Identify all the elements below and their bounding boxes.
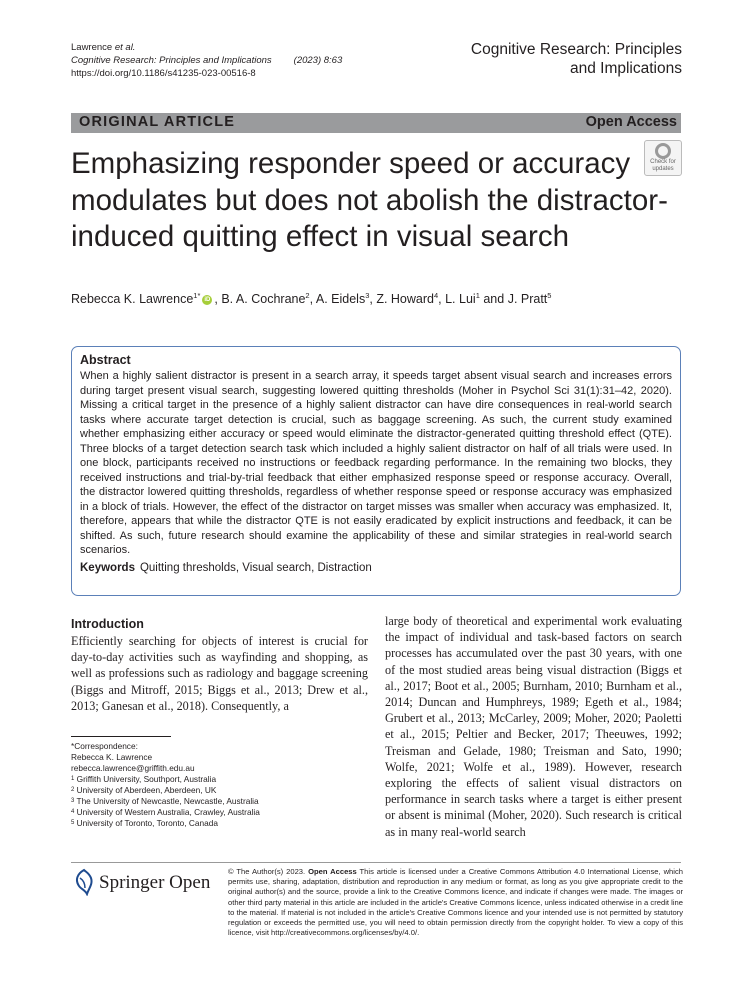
author-list xyxy=(71,291,681,307)
affiliation-number: 4 xyxy=(71,809,75,815)
author-separator: , xyxy=(214,292,222,306)
correspondence-name: Rebecca K. Lawrence xyxy=(71,752,153,762)
keywords xyxy=(80,560,672,576)
affiliation-list xyxy=(71,774,260,829)
article-type: ORIGINAL ARTICLE xyxy=(79,114,236,130)
article-title: Emphasizing responder speed or accuracy modulates but does not abolish the distractor-induced quitting effect in visual search xyxy=(71,147,668,253)
intro-left-column xyxy=(71,617,368,714)
author-separator: and xyxy=(479,292,508,306)
author-affiliation-mark: 1 xyxy=(475,291,480,300)
journal-citation: Cognitive Research: Principles and Implications (2023) 8:63 xyxy=(71,55,343,66)
author-separator: , xyxy=(309,292,316,306)
check-for-updates-icon[interactable]: Check for updates xyxy=(644,140,682,176)
affiliation-text: The University of Newcastle, Newcastle, Australia xyxy=(74,796,259,806)
article-type-banner xyxy=(71,113,681,133)
correspondence-notes xyxy=(71,741,260,829)
author-affiliation-mark: 1* xyxy=(193,291,201,300)
author-name[interactable]: Rebecca K. Lawrence xyxy=(71,292,194,306)
keywords-label: Keywords xyxy=(80,561,135,574)
author-name[interactable]: A. Eidels xyxy=(315,292,366,306)
affiliation-number: 3 xyxy=(71,798,75,804)
affiliation-number: 2 xyxy=(71,787,75,793)
springer-open-brand: Springer Open xyxy=(99,872,211,893)
affiliation-item xyxy=(71,807,260,818)
affiliation-text: University of Toronto, Toronto, Canada xyxy=(74,818,218,828)
author-separator: , xyxy=(369,292,377,306)
journal-name: Cognitive Research: Principles and Implications xyxy=(470,41,682,77)
intro-right-text: large body of theoretical and experimental work evaluating the impact of individual and task-based factors on search processes has accumulated over the past 30 years, with one of the most studied areas being visual distraction (Biggs et al., 2017; Boot et al., 2005; Burnham, 2010; Burnham et al., 2014; Duncan and Humphreys, 1989; Egeth et al., 1984; Grubert et al., 2013; McCarley, 2009; Moher, 2020; Paoletti et al., 2015; Peltier and Becker, 2017; Theeuwes, 1992; Treisman and Gelade, 1980; Treisman and Sato, 1990; Wolfe, 2021; Wolfe et al., 1989). However, research exploring the effects of salient visual distractors on performance in search tasks where a target is either present or absent is minimal (Moher, 2020). Such research is critical as in many real-world search xyxy=(385,614,682,839)
running-header xyxy=(71,41,342,80)
affiliation-text: University of Aberdeen, Aberdeen, UK xyxy=(74,785,217,795)
intro-right-column xyxy=(385,613,682,840)
affiliation-item xyxy=(71,796,260,807)
author-affiliation-mark: 4 xyxy=(433,291,439,300)
affiliation-item xyxy=(71,818,260,829)
affiliation-text: Griffith University, Southport, Australia xyxy=(74,774,217,784)
footnote-divider xyxy=(71,736,171,737)
author-name[interactable]: B. A. Cochrane xyxy=(221,292,306,306)
author-affiliation-mark: 3 xyxy=(365,291,370,300)
abstract-heading: Abstract xyxy=(80,353,131,367)
abstract-text: When a highly salient distractor is present in a search array, it speeds target absent visual search and increases errors during target present visual search, suggesting lowered quitting thresholds (Moher in Psychol Sci 31(1):31–42, 2020). Missing a critical target in the presence of a highly salient distractor can have dire consequences in real-world search tasks where accurate target detection is crucial, such as baggage screening. As such, the current study examined whether emphasizing either accuracy or speed would eliminate the distractor-generated quitting threshold effect (QTE). Three blocks of a target detection search task which included a highly salient distractor on half of all trials were used. In one block, participants received no instructions or feedback regarding performance. In the remaining two blocks, they received instructions and trial-by-trial feedback that either emphasized response speed or response accuracy. Overall, the distractor lowered quitting thresholds, regardless of whether response speed or response accuracy was emphasized in a block of trials. However, the effect of the distractor on target misses was smaller when accuracy was emphasized. It, therefore, appears that while the distractor QTE is not easily eradicated by explicit instructions and feedback, it can be shifted. As such, future research should examine the applicability of these and similar strategies in real-world search scenarios. xyxy=(80,370,672,556)
author-separator: , xyxy=(438,292,446,306)
correspondence-email[interactable]: rebecca.lawrence@griffith.edu.au xyxy=(71,763,195,773)
affiliation-item xyxy=(71,785,260,796)
springer-open-logo-icon xyxy=(71,868,221,898)
author-affiliation-mark: 5 xyxy=(547,291,552,300)
footer-divider xyxy=(71,862,681,863)
author-name[interactable]: Z. Howard xyxy=(376,292,434,306)
short-authors: Lawrence et al. xyxy=(71,42,136,53)
doi-link[interactable]: https://doi.org/10.1186/s41235-023-00516-8 xyxy=(71,68,256,79)
abstract-box xyxy=(71,346,681,596)
author-name[interactable]: L. Lui xyxy=(445,292,476,306)
author-name[interactable]: J. Pratt xyxy=(507,292,548,306)
affiliation-text: University of Western Australia, Crawley, Australia xyxy=(74,807,260,817)
correspondence-label: *Correspondence: xyxy=(71,741,138,751)
orcid-icon[interactable]: iD xyxy=(204,296,211,303)
affiliation-item xyxy=(71,774,260,785)
affiliation-number: 1 xyxy=(71,776,75,782)
intro-left-text: Efficiently searching for objects of interest is crucial for day-to-day activities such as wayfinding and shopping, as well as professions such as radiology and baggage screening (Biggs and Mitroff, 2015; Biggs et al., 2013; Drew et al., 2013; Ganesan et al., 2018). Consequently, a xyxy=(71,634,368,713)
open-access-label: Open Access xyxy=(585,114,677,130)
intro-heading: Introduction xyxy=(71,617,144,631)
license-text: © The Author(s) 2023. Open Access This article is licensed under a Creative Commons Attribution 4.0 International License, which permits use, sharing, adaptation, distribution and reproduction in any medium or format, as long as you give appropriate credit to the original author(s) and the source, provide a link to the Creative Commons licence, and indicate if changes were made. The images or other third party material in this article are included in the article's Creative Commons licence, unless indicated otherwise in a credit line to the material. If material is not included in the article's Creative Commons licence and your intended use is not permitted by statutory regulation or exceeds the permitted use, you will need to obtain permission directly from the copyright holder. To view a copy of this licence, visit http://creativecommons.org/licenses/by/4.0/. xyxy=(228,867,683,938)
affiliation-number: 5 xyxy=(71,820,75,826)
author-affiliation-mark: 2 xyxy=(305,291,310,300)
keywords-list: Quitting thresholds, Visual search, Distraction xyxy=(139,561,372,574)
